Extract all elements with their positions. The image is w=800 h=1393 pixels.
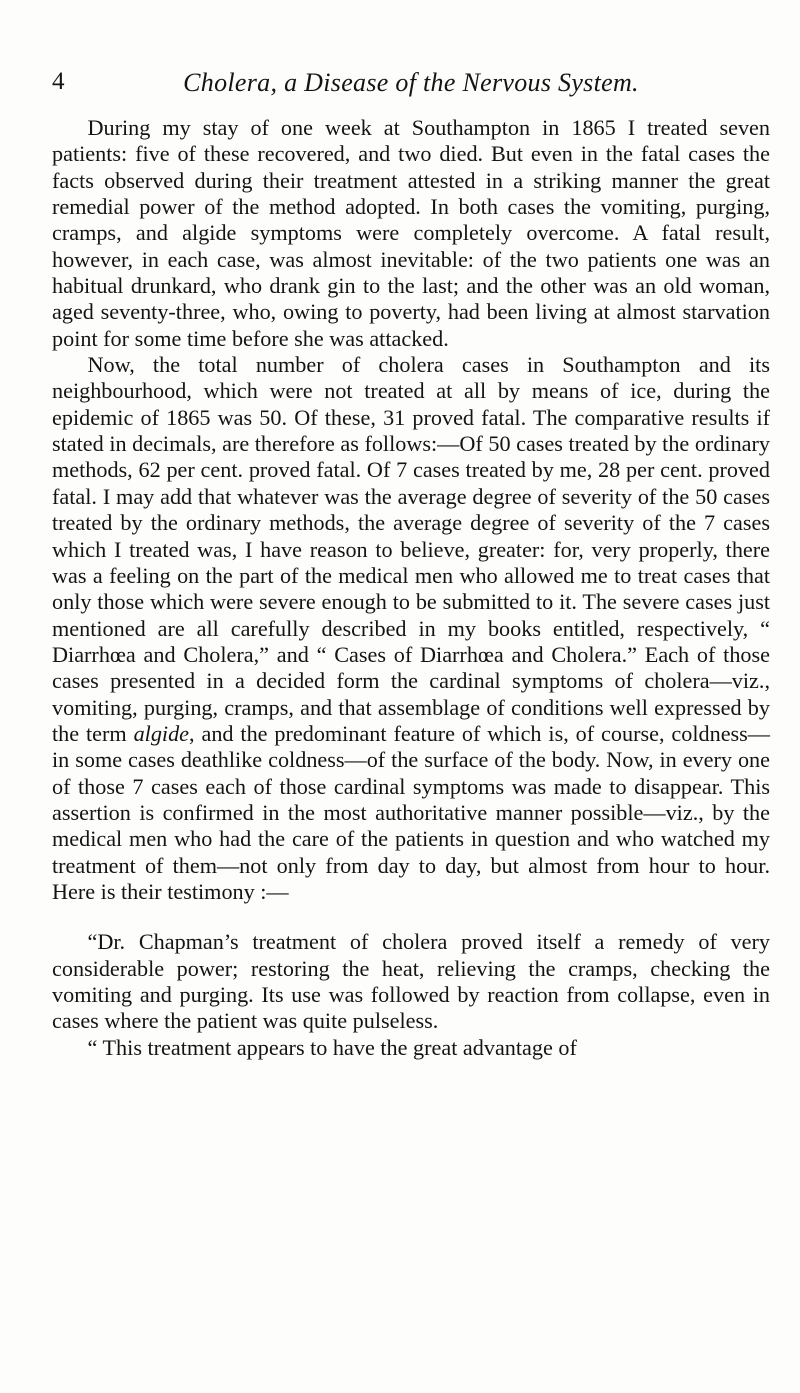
paragraph-gap xyxy=(52,905,770,929)
italic-term: algide xyxy=(133,720,190,746)
paragraph: Now, the total number of cholera cases in Southampton and its neighbourhood, which were not treated at all by means of ice, during the epidemic of 1865 was 50. Of these, 31 proved fatal. The comparative results if stated in decimals, are therefore as follows:—Of 50 cases treated by the ordinary methods, 62 per cent. proved fatal. Of 7 cases treated by me, 28 per cent. proved fatal. I may add that whatever was the average degree of severity of the 50 cases treated by the ordinary methods, the average degree of severity of the 7 cases which I treated was, I have reason to believe, greater: for, very properly, there was a feeling on the part of the medical men who allowed me to treat cases that only those which were severe enough to be submitted to it. The severe cases just mentioned are all carefully described in my books entitled, respectively, “ Diarrhœa and Cholera,” and “ Cases of Diarrhœa and Cholera.” Each of those cases presented in a decided form the cardinal symptoms of cholera—viz., vomiting, purging, cramps, and that assemblage of conditions well expressed by the term algide, and the predominant feature of which is, of course, coldness—in some cases deathlike coldness—of the surface of the body. Now, in every one of those 7 cases each of those cardinal symptoms was made to disappear. This assertion is confirmed in the most authoritative manner possible—viz., by the medical men who had the care of the patients in question and who watched my treatment of them—not only from day to day, but almost from hour to hour. Here is their testimony :— xyxy=(52,352,770,904)
paragraph: During my stay of one week at Southampton in 1865 I treated seven patients: five of these recovered, and two died. But even in the fatal cases the facts observed during their treatment attested in a striking manner the great remedial power of the method adopted. In both cases the vomiting, purging, cramps, and algide symptoms were completely overcome. A fatal result, however, in each case, was almost inevitable: of the two patients one was an habitual drunkard, who drank gin to the last; and the other was an old woman, aged seventy-three, who, owing to poverty, had been living at almost starvation point for some time before she was attacked. xyxy=(52,115,770,351)
quoted-paragraph: “ This treatment appears to have the great advantage of xyxy=(87,1034,577,1060)
page-number: 4 xyxy=(52,68,65,95)
running-title: Cholera, a Disease of the Nervous System. xyxy=(183,68,639,97)
page-body xyxy=(52,115,770,1061)
page-header xyxy=(52,68,770,108)
quoted-paragraph: “Dr. Chapman’s treatment of cholera proved itself a remedy of very considerable power; restoring the heat, relieving the cramps, checking the vomiting and purging. Its use was followed by reaction from collapse, even in cases where the patient was quite pulseless. xyxy=(52,929,770,1034)
